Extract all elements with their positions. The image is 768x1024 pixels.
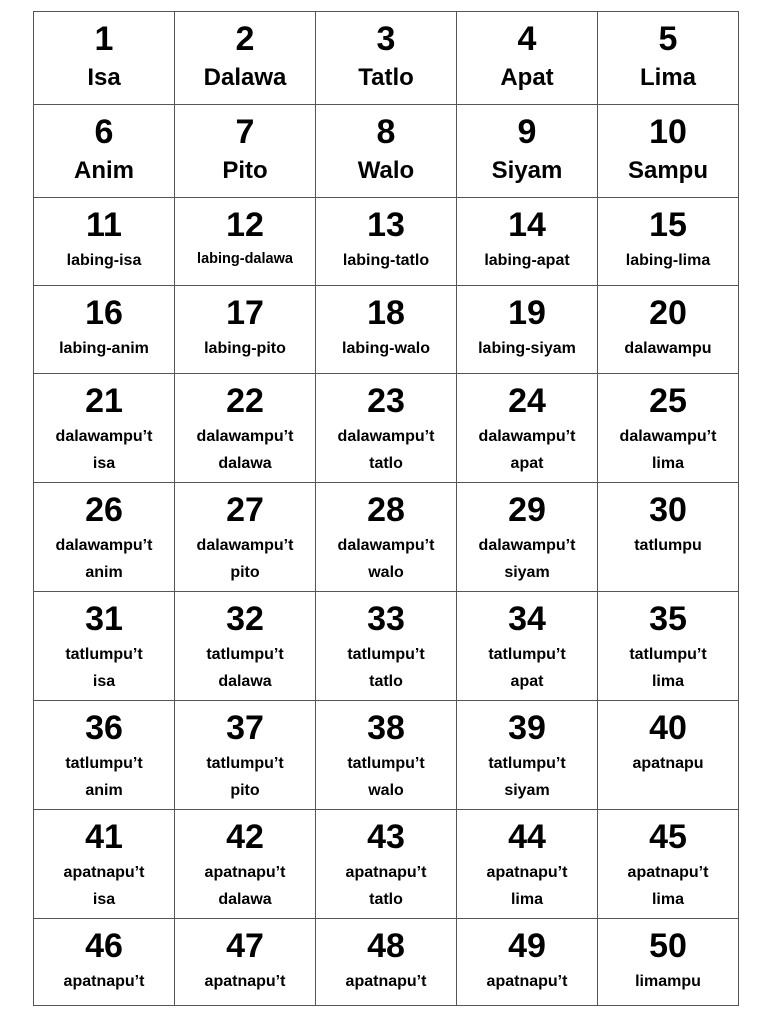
number-cell [316, 919, 457, 1006]
number-numeral: 40 [649, 709, 687, 747]
number-word-line: labing-pito [204, 340, 286, 357]
number-word [598, 855, 738, 913]
number-numeral: 50 [649, 927, 687, 965]
number-word-line: tatlumpu’t [488, 646, 566, 663]
number-word-line: tatlumpu’t [206, 755, 284, 772]
number-numeral: 38 [367, 709, 405, 747]
number-numeral: 30 [649, 491, 687, 529]
table-row [34, 198, 739, 286]
number-cell [457, 592, 598, 701]
number-cell [34, 810, 175, 919]
number-word-line: Dalawa [203, 64, 287, 91]
number-cell [175, 198, 316, 286]
number-numeral: 3 [376, 20, 396, 58]
number-numeral: 31 [85, 600, 123, 638]
number-word-line: apatnapu’t [345, 973, 427, 990]
number-cell [34, 701, 175, 810]
number-cell [598, 286, 739, 374]
number-word-line: Apat [500, 64, 554, 91]
number-word-line: Isa [87, 64, 121, 91]
number-word [34, 746, 174, 804]
table-row [34, 592, 739, 701]
table-row [34, 105, 739, 198]
number-numeral: 36 [85, 709, 123, 747]
number-word-line: dalawampu’t [55, 537, 153, 554]
number-cell [34, 286, 175, 374]
number-word-line: labing-siyam [478, 340, 576, 357]
table-row [34, 810, 739, 919]
number-word-line: Siyam [491, 157, 563, 184]
number-cell [316, 105, 457, 198]
number-numeral: 17 [226, 294, 264, 332]
number-word-line: dalawampu’t [196, 537, 294, 554]
number-word [457, 855, 597, 913]
number-word [316, 419, 456, 477]
number-cell [175, 12, 316, 105]
number-numeral: 46 [85, 927, 123, 965]
number-numeral: 45 [649, 818, 687, 856]
number-numeral: 15 [649, 206, 687, 244]
number-word [316, 528, 456, 586]
table-row [34, 483, 739, 592]
number-cell [598, 919, 739, 1006]
number-numeral: 9 [517, 113, 537, 151]
number-word [34, 528, 174, 586]
number-cell [175, 374, 316, 483]
number-cell [316, 198, 457, 286]
number-cell [598, 105, 739, 198]
number-word-line: tatlumpu’t [347, 646, 425, 663]
number-numeral: 28 [367, 491, 405, 529]
number-word-line: tatlumpu [634, 537, 702, 554]
number-numeral: 33 [367, 600, 405, 638]
number-numeral: 37 [226, 709, 264, 747]
number-word-line: Lima [639, 64, 696, 91]
number-numeral: 11 [86, 206, 122, 244]
number-numeral: 14 [508, 206, 546, 244]
number-numeral: 4 [517, 20, 537, 58]
number-word-line: apatnapu’t [204, 973, 286, 990]
number-cell [34, 198, 175, 286]
number-numeral: 13 [367, 206, 405, 244]
number-word-line: dalawampu’t [337, 428, 435, 445]
number-cell [457, 12, 598, 105]
number-numeral: 47 [226, 927, 264, 965]
number-cell [457, 286, 598, 374]
number-word-line: apatnapu’t [204, 864, 286, 881]
number-word [598, 57, 738, 92]
number-word-line: dalawampu’t [478, 537, 576, 554]
number-numeral: 49 [508, 927, 546, 965]
number-cell [457, 374, 598, 483]
number-word [175, 331, 315, 359]
number-cell [34, 919, 175, 1006]
number-word-line: Sampu [627, 157, 708, 184]
number-numeral: 25 [649, 382, 687, 420]
number-numeral: 39 [508, 709, 546, 747]
number-word [316, 746, 456, 804]
number-cell [316, 810, 457, 919]
number-word-line: tatlumpu’t [206, 646, 284, 663]
number-word-line: labing-dalawa [197, 251, 293, 267]
number-cell [316, 701, 457, 810]
number-cell [598, 592, 739, 701]
number-cell [316, 483, 457, 592]
number-word-line: labing-walo [342, 340, 430, 357]
number-word [598, 964, 738, 995]
number-numeral: 2 [235, 20, 255, 58]
number-word [175, 419, 315, 477]
number-word [175, 528, 315, 586]
number-word-line: lima [510, 891, 543, 908]
number-cell [457, 701, 598, 810]
number-cell [175, 810, 316, 919]
number-word [457, 331, 597, 359]
number-cell [175, 919, 316, 1006]
number-word [316, 855, 456, 913]
number-numeral: 16 [85, 294, 123, 332]
number-word [316, 637, 456, 695]
number-word-line: dalawa [218, 891, 272, 908]
number-cell [598, 810, 739, 919]
number-word-line: apatnapu’t [627, 864, 709, 881]
number-word [34, 964, 174, 995]
number-word [598, 419, 738, 477]
number-word-line: isa [92, 891, 116, 908]
number-word [457, 243, 597, 271]
number-word-line: dalawa [218, 673, 272, 690]
number-word [316, 150, 456, 185]
number-cell [457, 810, 598, 919]
number-cell [175, 105, 316, 198]
number-word [316, 331, 456, 359]
number-numeral: 34 [508, 600, 546, 638]
number-word-line: Pito [222, 157, 268, 184]
number-word-line: tatlumpu’t [347, 755, 425, 772]
number-word [457, 637, 597, 695]
number-cell [457, 105, 598, 198]
number-word-line: dalawa [218, 455, 272, 472]
number-numeral: 27 [226, 491, 264, 529]
number-cell [34, 12, 175, 105]
number-numeral: 41 [85, 818, 123, 856]
number-cell [457, 919, 598, 1006]
number-word [598, 243, 738, 271]
number-word [457, 964, 597, 995]
number-cell [175, 483, 316, 592]
number-cell [175, 286, 316, 374]
number-word-line: dalawampu [624, 340, 712, 357]
number-word [175, 855, 315, 913]
number-words-table-body [34, 12, 739, 1006]
number-numeral: 26 [85, 491, 123, 529]
number-word [34, 57, 174, 92]
number-word-line: lima [651, 455, 684, 472]
number-word-line: apatnapu’t [63, 864, 145, 881]
number-numeral: 24 [508, 382, 546, 420]
number-cell [598, 12, 739, 105]
number-word [598, 150, 738, 185]
number-cell [34, 483, 175, 592]
number-word-line: pito [230, 782, 260, 799]
number-numeral: 18 [367, 294, 405, 332]
number-word [34, 150, 174, 185]
number-cell [598, 198, 739, 286]
number-word-line: siyam [504, 564, 550, 581]
number-numeral: 21 [85, 382, 123, 420]
number-numeral: 32 [226, 600, 264, 638]
number-word [175, 150, 315, 185]
number-numeral: 7 [235, 113, 255, 151]
number-numeral: 8 [376, 113, 396, 151]
number-word-line: anim [85, 782, 123, 799]
number-word-line: apatnapu [632, 755, 704, 772]
number-cell [34, 105, 175, 198]
number-numeral: 44 [508, 818, 546, 856]
table-row [34, 919, 739, 1006]
number-word-line: apatnapu’t [345, 864, 427, 881]
number-word [316, 57, 456, 92]
table-row [34, 12, 739, 105]
number-word [175, 57, 315, 92]
number-word [457, 57, 597, 92]
number-word-line: isa [92, 673, 116, 690]
number-word-line: isa [92, 455, 116, 472]
number-numeral: 10 [649, 113, 687, 151]
number-word-line: apatnapu’t [486, 864, 568, 881]
number-numeral: 20 [649, 294, 687, 332]
number-word-line: dalawampu’t [478, 428, 576, 445]
number-word-line: apat [510, 455, 544, 472]
number-word-line: walo [368, 564, 404, 581]
number-word [457, 150, 597, 185]
table-row [34, 374, 739, 483]
number-word [175, 746, 315, 804]
number-numeral: 12 [226, 206, 264, 244]
number-word-line: tatlo [369, 891, 403, 908]
number-word-line: apatnapu’t [63, 973, 145, 990]
number-cell [598, 483, 739, 592]
number-word-line: lima [651, 891, 684, 908]
number-word-line: limampu [635, 973, 701, 990]
number-cell [316, 12, 457, 105]
number-numeral: 1 [94, 20, 114, 58]
number-word-line: Anim [74, 157, 134, 184]
number-cell [316, 592, 457, 701]
number-word-line: labing-apat [484, 252, 570, 269]
number-word-line: Tatlo [358, 64, 414, 91]
number-cell [457, 198, 598, 286]
number-word-line: tatlo [369, 673, 403, 690]
number-numeral: 23 [367, 382, 405, 420]
number-word-line: tatlumpu’t [65, 755, 143, 772]
number-word [175, 243, 315, 269]
number-cell [175, 701, 316, 810]
number-numeral: 29 [508, 491, 546, 529]
number-word-line: tatlumpu’t [65, 646, 143, 663]
number-word-line: tatlo [369, 455, 403, 472]
number-word-line: Walo [357, 157, 415, 184]
number-word [457, 746, 597, 804]
number-numeral: 22 [226, 382, 264, 420]
number-word-line: labing-isa [66, 252, 142, 269]
number-word [175, 637, 315, 695]
number-words-table [33, 11, 739, 1006]
number-numeral: 19 [508, 294, 546, 332]
number-cell [316, 286, 457, 374]
number-word-line: dalawampu’t [619, 428, 717, 445]
number-cell [316, 374, 457, 483]
number-word [316, 243, 456, 271]
number-word [34, 243, 174, 271]
number-cell [457, 483, 598, 592]
number-cell [175, 592, 316, 701]
number-word-line: siyam [504, 782, 550, 799]
number-word-line: apatnapu’t [486, 973, 568, 990]
number-word-line: lima [651, 673, 684, 690]
number-word [34, 419, 174, 477]
table-row [34, 286, 739, 374]
number-word-line: labing-tatlo [342, 252, 430, 269]
number-numeral: 6 [94, 113, 114, 151]
number-cell [598, 701, 739, 810]
number-numeral: 43 [367, 818, 405, 856]
number-word [598, 528, 738, 559]
number-word [457, 419, 597, 477]
number-word-line: dalawampu’t [55, 428, 153, 445]
number-cell [598, 374, 739, 483]
number-word-line: tatlumpu’t [488, 755, 566, 772]
number-word [34, 637, 174, 695]
number-word [457, 528, 597, 586]
number-word-line: labing-anim [59, 340, 149, 357]
number-word-line: walo [368, 782, 404, 799]
number-numeral: 42 [226, 818, 264, 856]
number-numeral: 48 [367, 927, 405, 965]
number-word-line: dalawampu’t [196, 428, 294, 445]
number-word [598, 746, 738, 777]
number-word [34, 855, 174, 913]
number-word [598, 637, 738, 695]
number-word-line: dalawampu’t [337, 537, 435, 554]
table-row [34, 701, 739, 810]
number-cell [34, 374, 175, 483]
number-word [34, 331, 174, 359]
number-word [175, 964, 315, 995]
number-word-line: anim [85, 564, 123, 581]
number-numeral: 35 [649, 600, 687, 638]
number-word-line: tatlumpu’t [629, 646, 707, 663]
number-word [598, 331, 738, 359]
number-word-line: apat [510, 673, 544, 690]
number-word [316, 964, 456, 995]
number-word-line: labing-lima [625, 252, 711, 269]
number-cell [34, 592, 175, 701]
number-word-line: pito [230, 564, 260, 581]
number-numeral: 5 [658, 20, 678, 58]
